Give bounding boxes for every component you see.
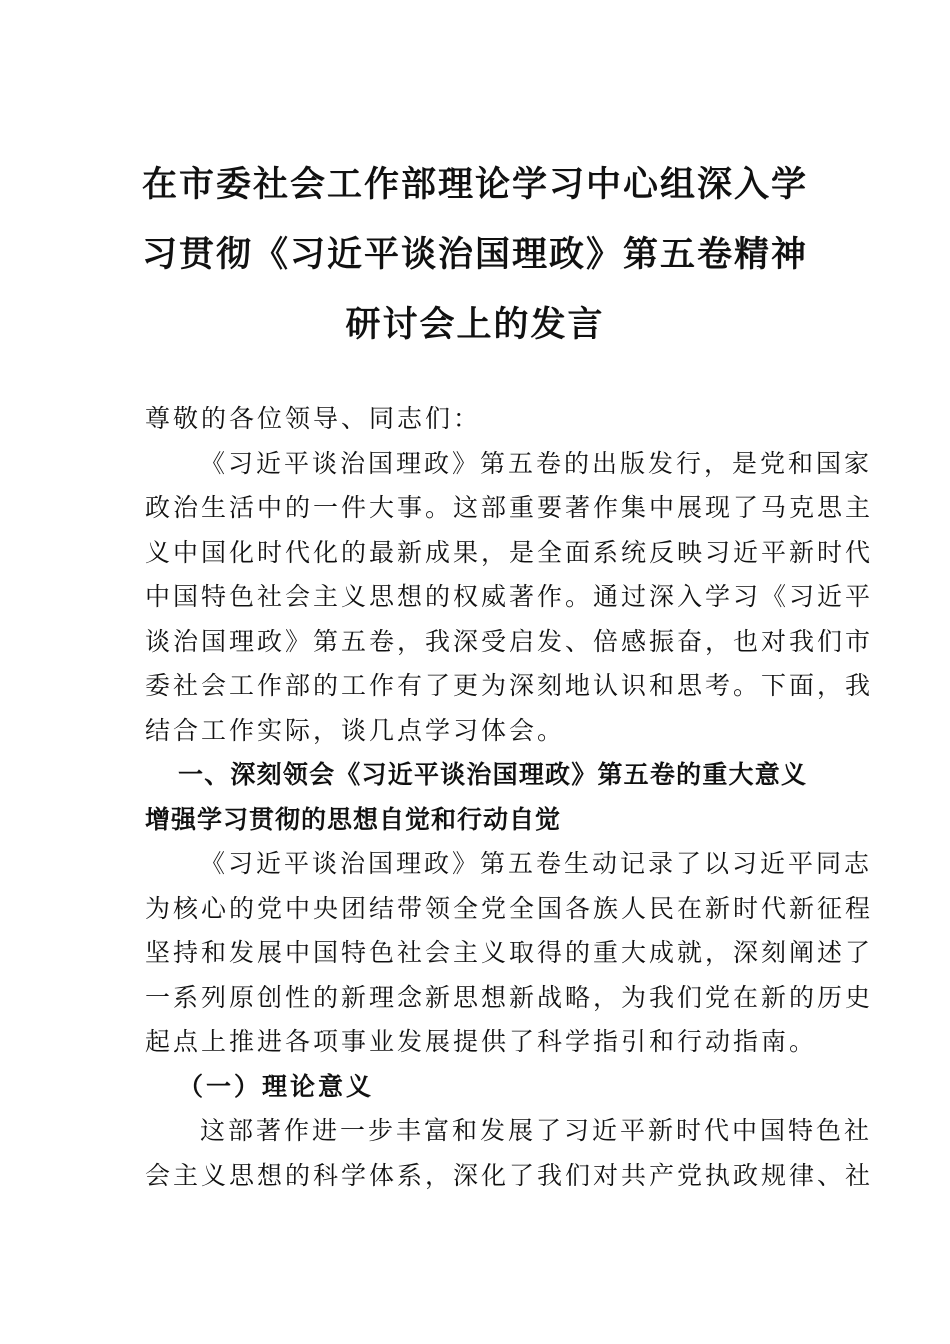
paragraph — [145, 442, 874, 754]
text-line: 中国特色社会主义思想的权威著作。通过深入学习《习近平 — [145, 582, 874, 611]
heading — [145, 753, 807, 842]
text-line: 义中国化时代化的最新成果，是全面系统反映习近平新时代 — [145, 537, 874, 567]
text-line: 坚持和发展中国特色社会主义取得的重大成就，深刻阐述了 — [145, 938, 874, 967]
text-line: 一、深刻领会《习近平谈治国理政》第五卷的重大意义 — [178, 760, 807, 789]
paragraph — [145, 842, 874, 1065]
text-line: 会主义思想的科学体系，深化了我们对共产党执政规律、社 — [145, 1160, 874, 1190]
text-line: 《习近平谈治国理政》第五卷的出版发行，是党和国家 — [200, 448, 873, 478]
document-body — [145, 397, 874, 1198]
subheading — [145, 1065, 807, 1110]
text-line: 政治生活中的一件大事。这部重要著作集中展现了马克思主 — [145, 493, 874, 522]
text-line: 为核心的党中央团结带领全党全国各族人民在新时代新征程 — [145, 893, 874, 923]
text-line: 尊敬的各位领导、同志们： — [145, 404, 482, 433]
title-line: 在市委社会工作部理论学习中心组深入学 — [141, 164, 808, 205]
text-line: 结合工作实际，谈几点学习体会。 — [145, 715, 566, 745]
text-line: 一系列原创性的新理念新思想新战略，为我们党在新的历史 — [145, 982, 874, 1012]
salutation — [145, 397, 807, 442]
text-line: 谈治国理政》第五卷，我深受启发、倍感振奋，也对我们市 — [145, 626, 874, 656]
text-line: （一）理论意义 — [178, 1071, 375, 1101]
text-line: 起点上推进各项事业发展提供了科学指引和行动指南。 — [145, 1027, 818, 1056]
text-line: 《习近平谈治国理政》第五卷生动记录了以习近平同志 — [200, 849, 873, 878]
title-line: 研讨会上的发言 — [345, 304, 605, 345]
text-line: 这部著作进一步丰富和发展了习近平新时代中国特色社 — [200, 1116, 873, 1145]
text-line: 委社会工作部的工作有了更为深刻地认识和思考。下面，我 — [145, 671, 874, 700]
text-line: 增强学习贯彻的思想自觉和行动自觉 — [145, 804, 562, 834]
paragraph-continued — [145, 1109, 874, 1198]
title-line: 习贯彻《习近平谈治国理政》第五卷精神 — [141, 234, 808, 275]
document-title — [120, 150, 830, 360]
